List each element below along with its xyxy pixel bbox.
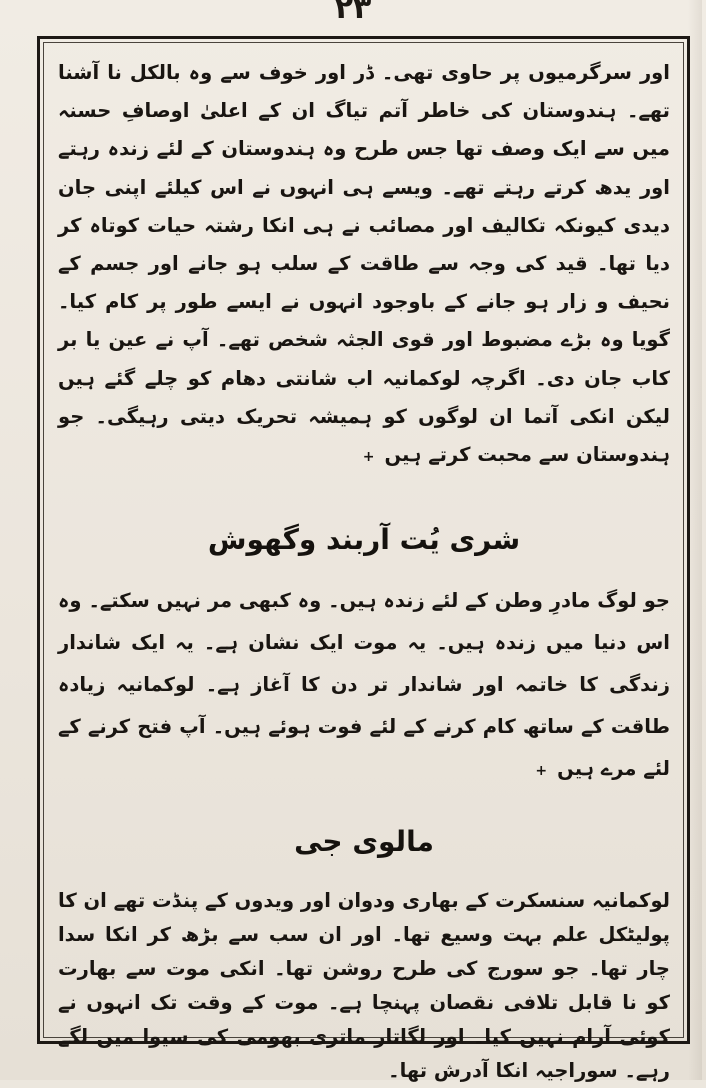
paragraph-malviya: لوکمانیہ سنسکرت کے بھاری ودوان اور ویدوں کے پنڈت تھے ان کا پولیٹکل علم بہت وسیع تھا۔ اور ان سب سے بڑھ کر انکا سدا چار تھا۔ جو سورج کی طرح روشن تھا۔ انکی موت سے بھارت کو نا قابل تلافی نقصان پہنچا ہے۔ موت کے وقت تک انہوں نے کوئی آرام نہیں کیا۔ اور لگاتار ماتری بھومی کی سیوا میں لگے رہے۔ سوراجیہ انکا آدرش تھا۔ — [58, 889, 670, 1083]
section-heading-malviya: مالوی جی — [294, 825, 434, 859]
paragraph-aurobindo — [58, 580, 670, 792]
paragraph-tilak-tribute — [58, 54, 670, 476]
paragraph-text: اور سرگرمیوں پر حاوی تھی۔ ڈر اور خوف سے وہ بالکل نا آشنا تھے۔ ہندوستان کی خاطر آتم تیاگ ان کے اعلیٰ اوصافِ حسنہ میں سے ایک وصف تھا جس طرح وہ ہندوستان کے لئے زندہ رہتے اور یدھ کرتے رہتے تھے۔ ویسے ہی انہوں نے اس کیلئے اپنی جان دیدی کیونکہ تکالیف اور مصائب نے ہی انکا رشتہ حیات کوتاہ کر دیا تھا۔ قید کی وجہ سے طاقت کے سلب ہو جانے اور جسم کے نحیف و زار ہو جانے کے باوجود انہوں نے ایسے طور پر کام کیا۔ گویا وہ بڑے مضبوط اور قوی الجثہ شخص تھے۔ آپ نے عین یا بر کاب جان دی۔ اگرچہ لوکمانیہ اب شانتی دھام کو چلے گئے ہیں لیکن انکی آتما ان لوگوں کو ہمیشہ تحریک دیتی رہیگی۔ جو ہندوستان سے محبت کرتے ہیں — [58, 61, 670, 467]
paragraph-end-mark: + — [535, 763, 548, 780]
section-heading-aurobindo: شری یُت آربند وگھوش — [207, 523, 521, 557]
page-number: ۲۳ — [334, 0, 372, 26]
page-content — [58, 54, 670, 1083]
paragraph-text: جو لوگ مادرِ وطن کے لئے زندہ ہیں۔ وہ کبھی مر نہیں سکتے۔ وہ اس دنیا میں زندہ ہیں۔ یہ موت ایک نشان ہے۔ یہ ایک شاندار زندگی کا خاتمہ اور شاندار تر دن کا آغاز ہے۔ لوکمانیہ زیادہ طاقت کے ساتھ کام کرنے کے لئے فوت ہوئے ہیں۔ آپ فتح کرنے کے لئے مرے ہیں — [58, 589, 670, 781]
page-edge-shadow — [688, 0, 702, 1080]
paragraph-end-mark: + — [362, 449, 375, 466]
